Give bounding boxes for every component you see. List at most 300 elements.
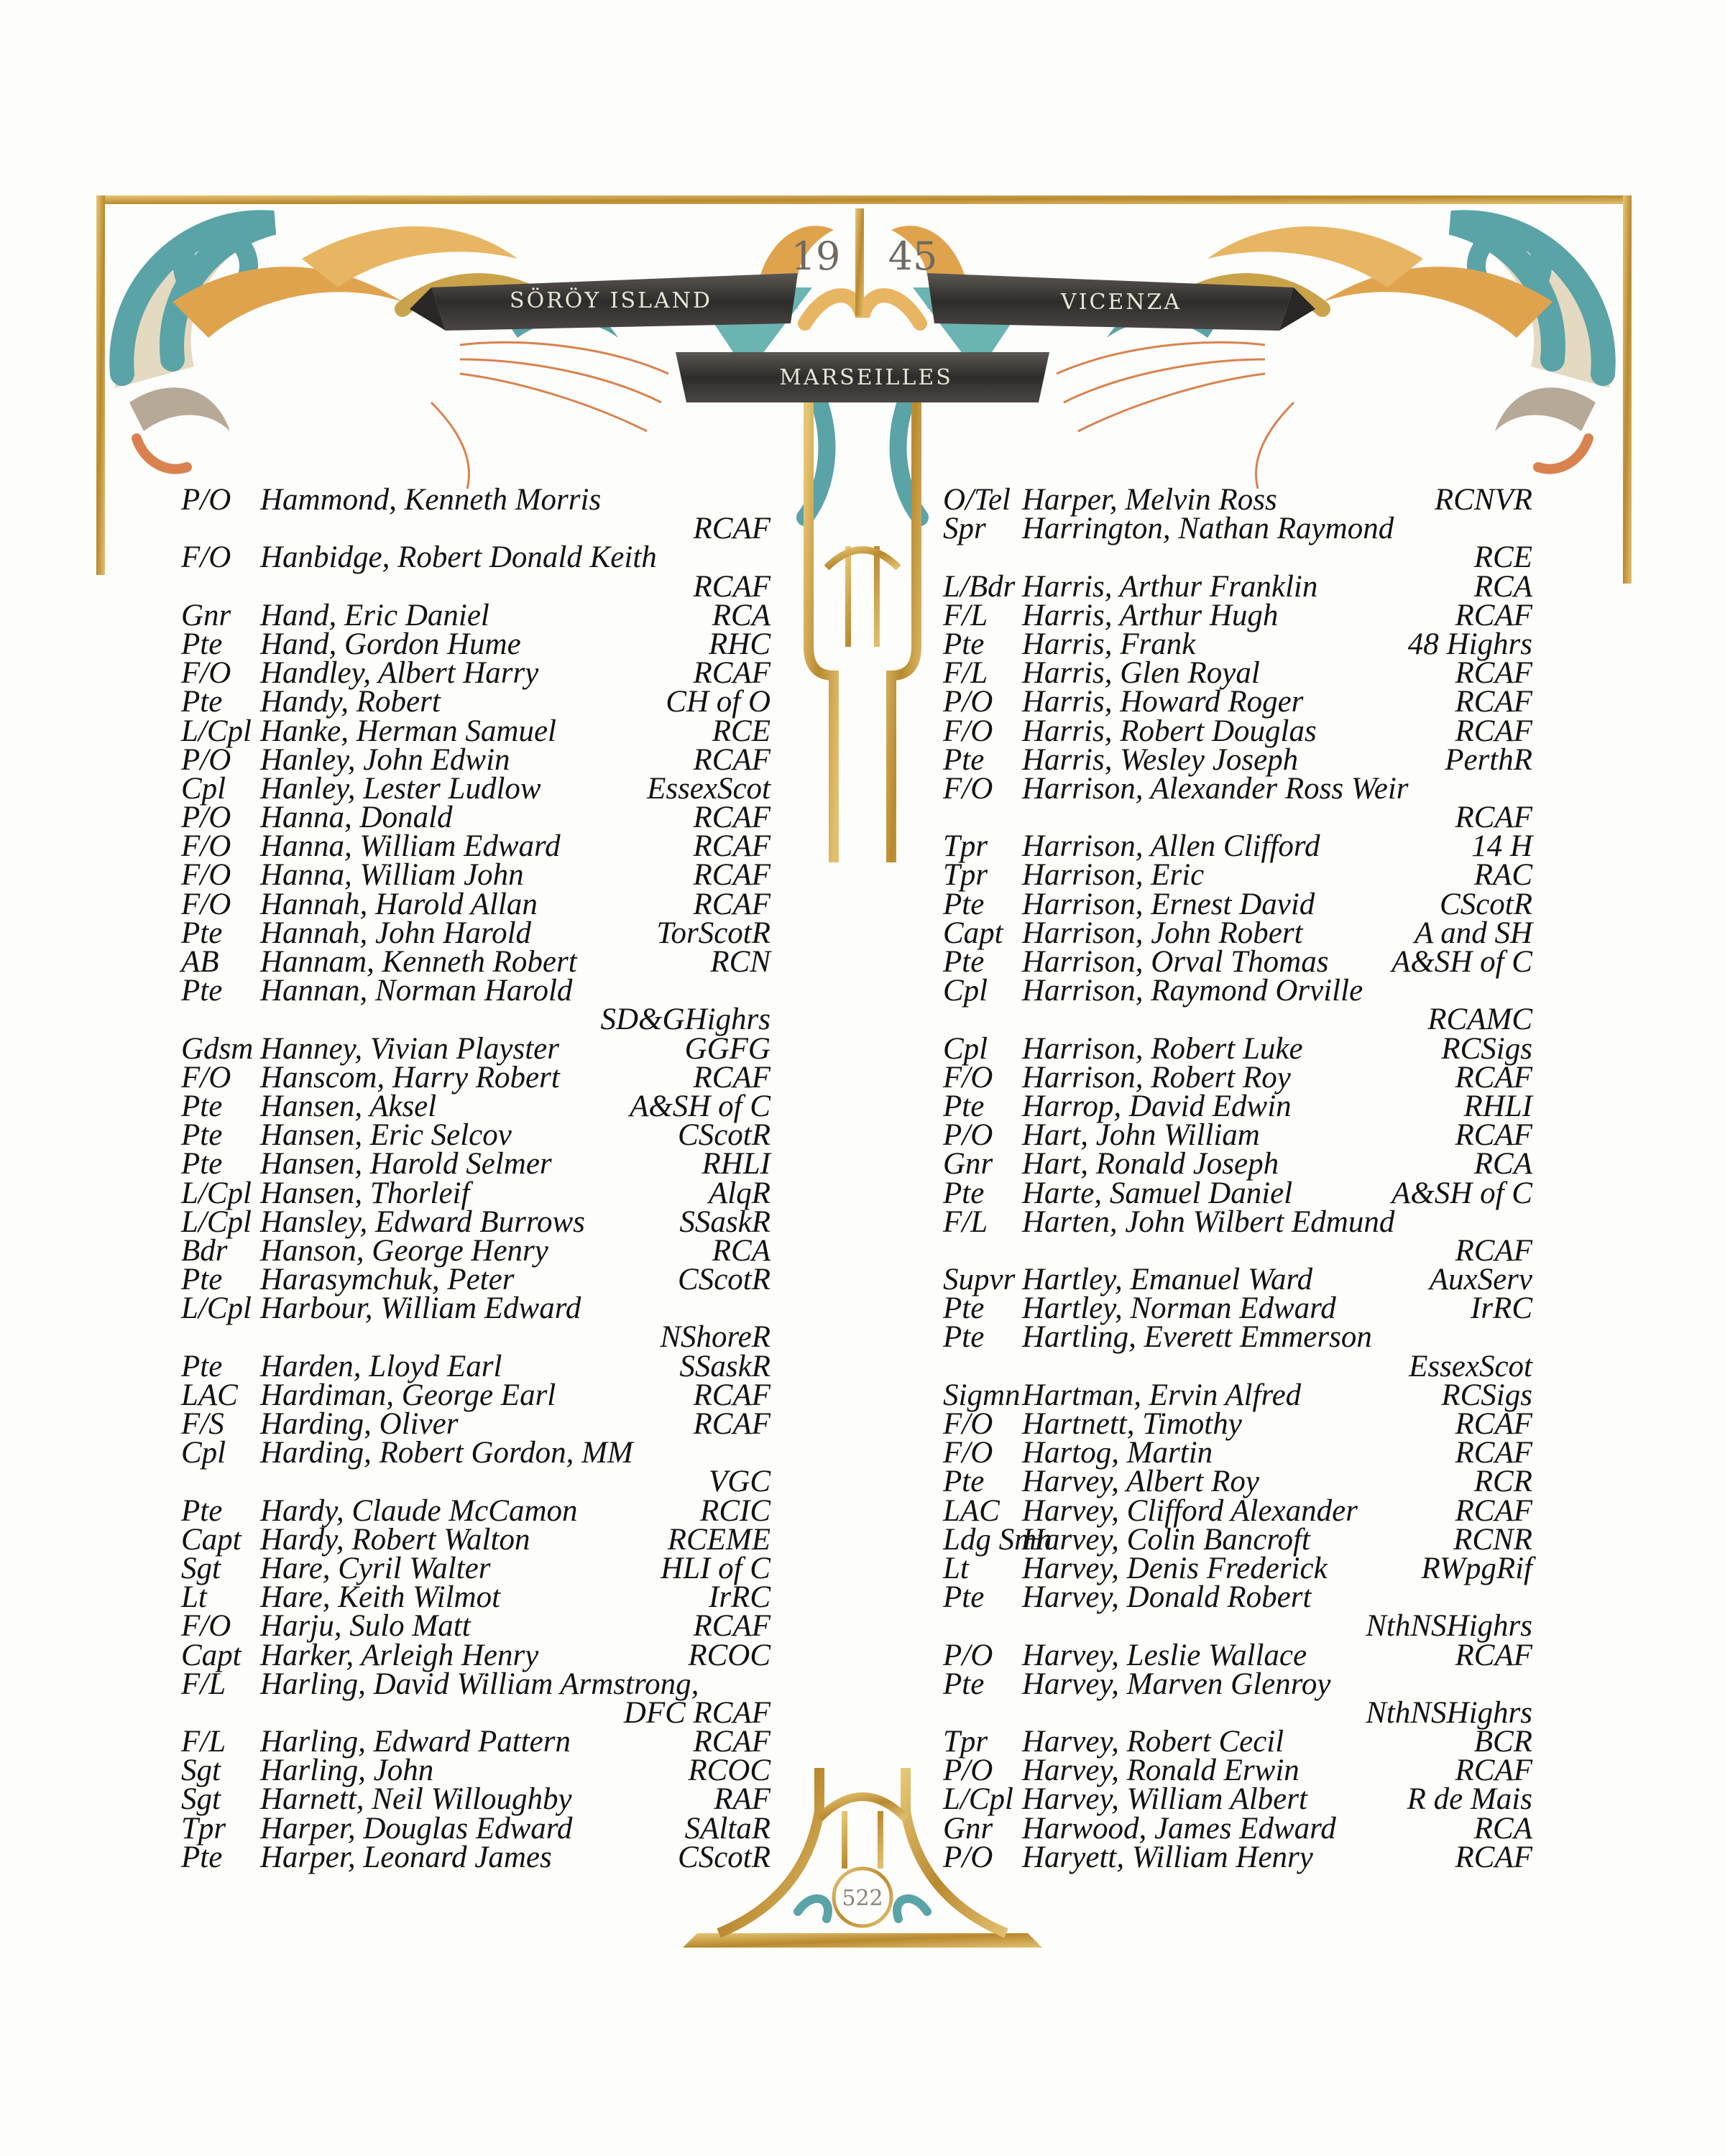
casualty-name: Harvey, Robert Cecil — [1022, 1725, 1284, 1759]
roll-entry-line — [181, 1147, 770, 1181]
roll-entry — [943, 916, 1532, 950]
rank: AB — [181, 945, 219, 979]
roll-entry-line — [943, 1031, 1532, 1066]
roll-entry — [943, 1320, 1532, 1383]
roll-entry — [943, 656, 1532, 691]
roll-entry-continuation — [181, 569, 770, 604]
unit: EssexScot — [647, 771, 770, 806]
roll-entry — [181, 1176, 770, 1210]
roll-entry — [943, 1031, 1532, 1066]
rank: Pte — [943, 1291, 985, 1326]
rank: Pte — [943, 1580, 985, 1615]
casualty-name: Hanna, William Edward — [260, 829, 561, 864]
unit: A&SH of C — [630, 1089, 770, 1123]
casualty-name: Harding, Robert Gordon, MM — [260, 1436, 633, 1470]
roll-entry-line — [943, 771, 1532, 806]
casualty-name: Harris, Robert Douglas — [1022, 714, 1317, 748]
casualty-name: Harris, Arthur Hugh — [1022, 598, 1279, 632]
rank: L/Cpl — [943, 1782, 1013, 1817]
casualty-name: Harrison, Robert Roy — [1022, 1060, 1291, 1095]
rank: F/L — [181, 1667, 226, 1701]
roll-entry-continuation — [943, 801, 1532, 835]
roll-entry — [943, 742, 1532, 777]
roll-entry-line — [181, 1436, 770, 1470]
unit: RCAF — [693, 801, 770, 835]
casualty-name: Hardy, Robert Walton — [260, 1522, 530, 1557]
casualty-name: Harvey, William Albert — [1022, 1782, 1307, 1817]
roll-entry — [181, 1725, 770, 1759]
roll-entry — [181, 801, 770, 835]
roll-entry — [943, 1378, 1532, 1412]
roll-entry — [943, 1465, 1532, 1499]
casualty-name: Hansen, Harold Selmer — [260, 1147, 552, 1181]
roll-entry — [943, 1840, 1532, 1874]
casualty-name: Harrop, David Edwin — [1022, 1089, 1292, 1123]
unit: NthNSHighrs — [1366, 1609, 1532, 1644]
roll-entry — [181, 1263, 770, 1297]
roll-entry-line — [181, 1263, 770, 1297]
rank: Pte — [943, 945, 985, 979]
unit: RCAF — [693, 1407, 770, 1441]
rank: Tpr — [943, 829, 988, 864]
rank: F/O — [943, 1436, 993, 1470]
roll-entry-line — [181, 1233, 770, 1268]
rank: F/O — [181, 1609, 231, 1644]
roll-entry-line — [943, 1580, 1532, 1615]
casualty-name: Harling, David William Armstrong, — [260, 1667, 699, 1701]
roll-entry-line — [181, 598, 770, 632]
roll-entry-line — [943, 1811, 1532, 1846]
roll-entry — [943, 1291, 1532, 1326]
rank: L/Cpl — [181, 1176, 252, 1210]
roll-entry-line — [181, 829, 770, 864]
unit: RCA — [712, 1233, 770, 1268]
casualty-name: Harris, Glen Royal — [1022, 656, 1260, 691]
casualty-name: Harvey, Marven Glenroy — [1022, 1667, 1331, 1701]
left-scroll-ornament — [115, 222, 668, 489]
unit: RCAF — [1455, 1840, 1532, 1874]
roll-entry — [181, 1436, 770, 1499]
casualty-name: Handy, Robert — [260, 685, 441, 719]
casualty-name: Hart, Ronald Joseph — [1022, 1147, 1279, 1181]
roll-entry — [943, 1147, 1532, 1181]
unit: VGC — [709, 1465, 770, 1499]
casualty-name: Hanney, Vivian Playster — [260, 1031, 559, 1066]
rank: Pte — [181, 1263, 223, 1297]
roll-entry-line — [181, 627, 770, 661]
unit: RCA — [1473, 1811, 1532, 1846]
casualty-name: Harris, Frank — [1022, 627, 1196, 661]
casualty-name: Hannah, John Harold — [260, 916, 532, 950]
unit: GGFG — [684, 1031, 770, 1066]
unit: RCR — [1473, 1465, 1532, 1499]
roll-entry — [943, 483, 1532, 517]
roll-entry-line — [181, 1291, 770, 1326]
roll-entry — [181, 1060, 770, 1095]
roll-entry-line — [181, 1580, 770, 1615]
roll-entry-line — [181, 1089, 770, 1123]
roll-entry-line — [943, 1320, 1532, 1355]
casualty-name: Harris, Wesley Joseph — [1022, 742, 1299, 777]
roll-entry — [943, 1638, 1532, 1672]
roll-entry — [943, 974, 1532, 1037]
rank: P/O — [181, 801, 231, 835]
casualty-name: Hammond, Kenneth Morris — [260, 483, 602, 517]
roll-entry-line — [181, 714, 770, 748]
roll-entry-line — [943, 656, 1532, 691]
rank: Tpr — [181, 1811, 226, 1846]
roll-entry-line — [181, 1638, 770, 1672]
rank: Capt — [181, 1522, 242, 1557]
unit: A&SH of C — [1392, 1176, 1532, 1210]
roll-entry — [181, 1754, 770, 1788]
unit: CH of O — [666, 685, 770, 719]
casualty-name: Harling, John — [260, 1754, 434, 1788]
roll-entry-line — [181, 1060, 770, 1095]
roll-entry-line — [181, 945, 770, 979]
roll-entry — [943, 1407, 1532, 1441]
rank: Cpl — [181, 1436, 226, 1470]
roll-entry — [181, 1031, 770, 1066]
unit: EssexScot — [1409, 1349, 1532, 1383]
rank: Pte — [943, 1320, 985, 1355]
roll-entry — [181, 1118, 770, 1153]
unit: CScotR — [678, 1263, 770, 1297]
unit: RCEME — [667, 1522, 770, 1557]
unit: RCAF — [1455, 1493, 1532, 1528]
roll-entry — [943, 1204, 1532, 1268]
unit: RCAF — [693, 1060, 770, 1095]
roll-entry-line — [181, 685, 770, 719]
unit: RCAF — [1455, 1118, 1532, 1153]
casualty-name: Hardy, Claude McCamon — [260, 1493, 578, 1528]
rank: Lt — [943, 1551, 969, 1585]
roll-entry-line — [943, 1147, 1532, 1181]
unit: RCNVR — [1434, 483, 1532, 517]
roll-entry-line — [943, 685, 1532, 719]
rank: LAC — [181, 1378, 238, 1412]
right-scroll-ornament — [1057, 222, 1610, 489]
roll-entry-line — [181, 1725, 770, 1759]
banner-center-label: MARSEILLES — [779, 365, 953, 390]
casualty-name: Harrison, Orval Thomas — [1022, 945, 1329, 979]
roll-entry — [943, 1060, 1532, 1095]
casualty-name: Hartnett, Timothy — [1022, 1407, 1242, 1441]
unit: RCNR — [1453, 1522, 1532, 1557]
casualty-name: Hartley, Emanuel Ward — [1022, 1263, 1313, 1297]
roll-entry-line — [943, 974, 1532, 1008]
rank: P/O — [181, 742, 231, 777]
casualty-name: Hartley, Norman Edward — [1022, 1291, 1336, 1326]
casualty-name: Harling, Edward Pattern — [260, 1725, 571, 1759]
casualty-name: Harrison, Allen Clifford — [1022, 829, 1320, 864]
casualty-name: Hannan, Norman Harold — [260, 974, 573, 1008]
roll-entry — [181, 829, 770, 864]
roll-entry — [943, 771, 1532, 835]
unit: RAC — [1473, 858, 1532, 893]
roll-entry — [181, 1811, 770, 1846]
unit: RCAF — [693, 1609, 770, 1644]
roll-entry — [943, 1176, 1532, 1210]
rank: Pte — [181, 1493, 223, 1528]
unit: SD&GHighrs — [600, 1003, 770, 1037]
unit: R de Mais — [1407, 1782, 1532, 1817]
casualty-name: Harte, Samuel Daniel — [1022, 1176, 1293, 1210]
casualty-name: Harvey, Donald Robert — [1022, 1580, 1312, 1615]
rank: P/O — [943, 1638, 993, 1672]
casualty-name: Harju, Sulo Matt — [260, 1609, 471, 1644]
roll-entry — [181, 656, 770, 691]
roll-entry — [943, 887, 1532, 921]
rank: Lt — [181, 1580, 207, 1615]
unit: SAltaR — [684, 1811, 770, 1846]
roll-entry — [943, 1580, 1532, 1644]
roll-entry-line — [181, 801, 770, 835]
casualty-name: Hansen, Eric Selcov — [260, 1118, 512, 1153]
unit: RCAF — [1455, 1638, 1532, 1672]
rank: P/O — [943, 685, 993, 719]
roll-entry — [181, 1840, 770, 1874]
unit: RCAF — [1455, 685, 1532, 719]
roll-entry-line — [943, 1782, 1532, 1817]
roll-entry-line — [943, 742, 1532, 777]
unit: RCAF — [1455, 1754, 1532, 1788]
roll-entry-line — [181, 1378, 770, 1412]
roll-entry-continuation — [181, 1695, 770, 1730]
roll-entry-line — [181, 656, 770, 691]
unit: RCAF — [1455, 714, 1532, 748]
roll-entry — [943, 1493, 1532, 1528]
roll-entry-line — [181, 1551, 770, 1585]
roll-entry — [181, 685, 770, 719]
rank: Pte — [943, 1667, 985, 1701]
rank: Gnr — [943, 1811, 993, 1846]
unit: CScotR — [1440, 887, 1532, 921]
unit: RCOC — [688, 1638, 770, 1672]
casualty-name: Hanna, William John — [260, 858, 524, 893]
casualty-name: Harnett, Neil Willoughby — [260, 1782, 572, 1817]
roll-entry — [181, 1291, 770, 1355]
casualty-name: Hartling, Everett Emmerson — [1022, 1320, 1372, 1355]
unit: RCE — [1473, 540, 1532, 575]
rank: Pte — [181, 1089, 223, 1123]
rank: F/O — [181, 1060, 231, 1095]
roll-entry-line — [943, 1754, 1532, 1788]
roll-entry-continuation — [943, 1609, 1532, 1644]
roll-entry — [943, 1551, 1532, 1585]
roll-entry — [181, 1349, 770, 1383]
roll-entry-line — [943, 1667, 1532, 1701]
roll-entry-line — [943, 1204, 1532, 1239]
roll-entry-line — [943, 858, 1532, 893]
roll-entry — [181, 1551, 770, 1585]
roll-entry-line — [943, 887, 1532, 921]
roll-entry-line — [943, 1436, 1532, 1470]
rank: P/O — [943, 1118, 993, 1153]
roll-entry — [181, 1609, 770, 1644]
year-left: 19 — [791, 234, 841, 279]
unit: RCA — [712, 598, 770, 632]
rank: Pte — [943, 1176, 985, 1210]
roll-entry — [181, 1667, 770, 1730]
roll-entry — [181, 1233, 770, 1268]
casualty-name: Hare, Keith Wilmot — [260, 1580, 501, 1615]
unit: HLI of C — [661, 1551, 770, 1585]
unit: IrRC — [709, 1580, 770, 1615]
casualty-name: Hartog, Martin — [1022, 1436, 1213, 1470]
casualty-name: Hansley, Edward Burrows — [260, 1204, 585, 1239]
rank: LAC — [943, 1493, 1000, 1528]
roll-entry — [943, 512, 1532, 575]
unit: CScotR — [678, 1118, 770, 1153]
casualty-name: Harvey, Clifford Alexander — [1022, 1493, 1358, 1528]
roll-entry — [181, 483, 770, 546]
roll-entry-line — [943, 1840, 1532, 1874]
rank: Spr — [943, 512, 986, 546]
rank: F/O — [181, 829, 231, 864]
rank: Ldg Smn — [943, 1522, 1052, 1557]
rank: Pte — [943, 1465, 985, 1499]
roll-entry-line — [943, 1551, 1532, 1585]
roll-entry — [943, 569, 1532, 604]
casualty-name: Hanson, George Henry — [260, 1233, 548, 1268]
roll-entry-line — [181, 1754, 770, 1788]
roll-entry — [181, 771, 770, 806]
rank: Cpl — [943, 974, 988, 1008]
casualty-name: Harding, Oliver — [260, 1407, 459, 1441]
casualty-name: Harper, Melvin Ross — [1022, 483, 1277, 517]
roll-entry-line — [943, 1263, 1532, 1297]
unit: RCA — [1473, 569, 1532, 604]
roll-entry-line — [181, 887, 770, 921]
unit: RCA — [1473, 1147, 1532, 1181]
rank: Gnr — [181, 598, 231, 632]
roll-entry-continuation — [181, 512, 770, 546]
unit: AlqR — [709, 1176, 770, 1210]
roll-entry-continuation — [943, 1349, 1532, 1383]
unit: RCAF — [693, 1725, 770, 1759]
casualty-name: Harten, John Wilbert Edmund — [1022, 1204, 1395, 1239]
casualty-name: Hannam, Kenneth Robert — [260, 945, 577, 979]
unit: RCAF — [693, 656, 770, 691]
page-number: 522 — [842, 1886, 883, 1911]
casualty-name: Harvey, Albert Roy — [1022, 1465, 1259, 1499]
roll-entry-line — [943, 1638, 1532, 1672]
roll-entry — [181, 916, 770, 950]
rank: Cpl — [181, 771, 226, 806]
rank: Pte — [181, 1840, 223, 1874]
rank: F/L — [943, 598, 988, 632]
roll-entry-continuation — [181, 1003, 770, 1037]
roll-entry-line — [181, 1349, 770, 1383]
casualty-name: Harris, Arthur Franklin — [1022, 569, 1318, 604]
casualty-name: Hanbidge, Robert Donald Keith — [260, 540, 657, 575]
roll-entry-line — [181, 1522, 770, 1557]
rank: Sigmn — [943, 1378, 1021, 1412]
rank: Pte — [181, 1349, 223, 1383]
casualty-name: Harrison, Robert Luke — [1022, 1031, 1303, 1066]
roll-column-right — [943, 483, 1532, 1874]
rank: Pte — [181, 627, 223, 661]
rank: F/O — [181, 858, 231, 893]
roll-entry-continuation — [943, 1233, 1532, 1268]
rank: Bdr — [181, 1233, 228, 1268]
roll-entry-line — [943, 1725, 1532, 1759]
roll-entry-line — [943, 483, 1532, 517]
roll-entry-line — [943, 1291, 1532, 1326]
roll-entry — [181, 945, 770, 979]
rank: L/Cpl — [181, 714, 252, 748]
unit: RCOC — [688, 1754, 770, 1788]
rank: Sgt — [181, 1782, 221, 1817]
casualty-name: Hartman, Ervin Alfred — [1022, 1378, 1302, 1412]
rank: Pte — [943, 627, 985, 661]
roll-entry — [943, 1667, 1532, 1730]
rank: Supvr — [943, 1263, 1016, 1297]
roll-entry — [943, 1754, 1532, 1788]
unit: RCAF — [693, 512, 770, 546]
roll-entry — [943, 1118, 1532, 1153]
banner-right-label: VICENZA — [1060, 290, 1182, 315]
casualty-name: Hare, Cyril Walter — [260, 1551, 491, 1585]
unit: SSaskR — [679, 1204, 770, 1239]
rank: Pte — [181, 916, 223, 950]
rank: Sgt — [181, 1551, 221, 1585]
rank: Gnr — [943, 1147, 993, 1181]
casualty-name: Hanke, Herman Samuel — [260, 714, 556, 748]
roll-entry — [181, 1782, 770, 1817]
unit: 14 H — [1471, 829, 1532, 864]
rank: Capt — [181, 1638, 242, 1672]
rank: F/O — [943, 771, 993, 806]
casualty-name: Haryett, William Henry — [1022, 1840, 1313, 1874]
casualty-name: Hanley, John Edwin — [260, 742, 510, 777]
unit: RCAF — [693, 829, 770, 864]
roll-entry-line — [943, 1118, 1532, 1153]
unit: A and SH — [1414, 916, 1532, 950]
roll-entry — [943, 1725, 1532, 1759]
roll-entry — [943, 1089, 1532, 1123]
roll-entry-line — [943, 1493, 1532, 1528]
roll-entry-line — [943, 1060, 1532, 1095]
unit: RCAF — [693, 858, 770, 893]
roll-entry-line — [943, 829, 1532, 864]
casualty-name: Harris, Howard Roger — [1022, 685, 1304, 719]
unit: RCAF — [1455, 1233, 1532, 1268]
unit: RCSigs — [1441, 1031, 1532, 1066]
unit: RWpgRif — [1421, 1551, 1532, 1585]
roll-entry — [181, 858, 770, 893]
roll-entry-line — [943, 598, 1532, 632]
unit: RHC — [709, 627, 770, 661]
roll-entry-line — [181, 1811, 770, 1846]
rank: Tpr — [943, 858, 988, 893]
casualty-name: Harrington, Nathan Raymond — [1022, 512, 1394, 546]
unit: CScotR — [678, 1840, 770, 1874]
roll-entry — [943, 1436, 1532, 1470]
rank: P/O — [943, 1754, 993, 1788]
year-right: 45 — [888, 234, 938, 279]
casualty-name: Hanna, Donald — [260, 801, 453, 835]
rank: F/L — [943, 656, 988, 691]
rank: F/O — [943, 1060, 993, 1095]
unit: RCSigs — [1441, 1378, 1532, 1412]
roll-entry-continuation — [181, 1465, 770, 1499]
roll-entry-line — [181, 1609, 770, 1644]
casualty-name: Harvey, Leslie Wallace — [1022, 1638, 1307, 1672]
roll-entry-line — [943, 569, 1532, 604]
roll-entry-line — [943, 916, 1532, 950]
